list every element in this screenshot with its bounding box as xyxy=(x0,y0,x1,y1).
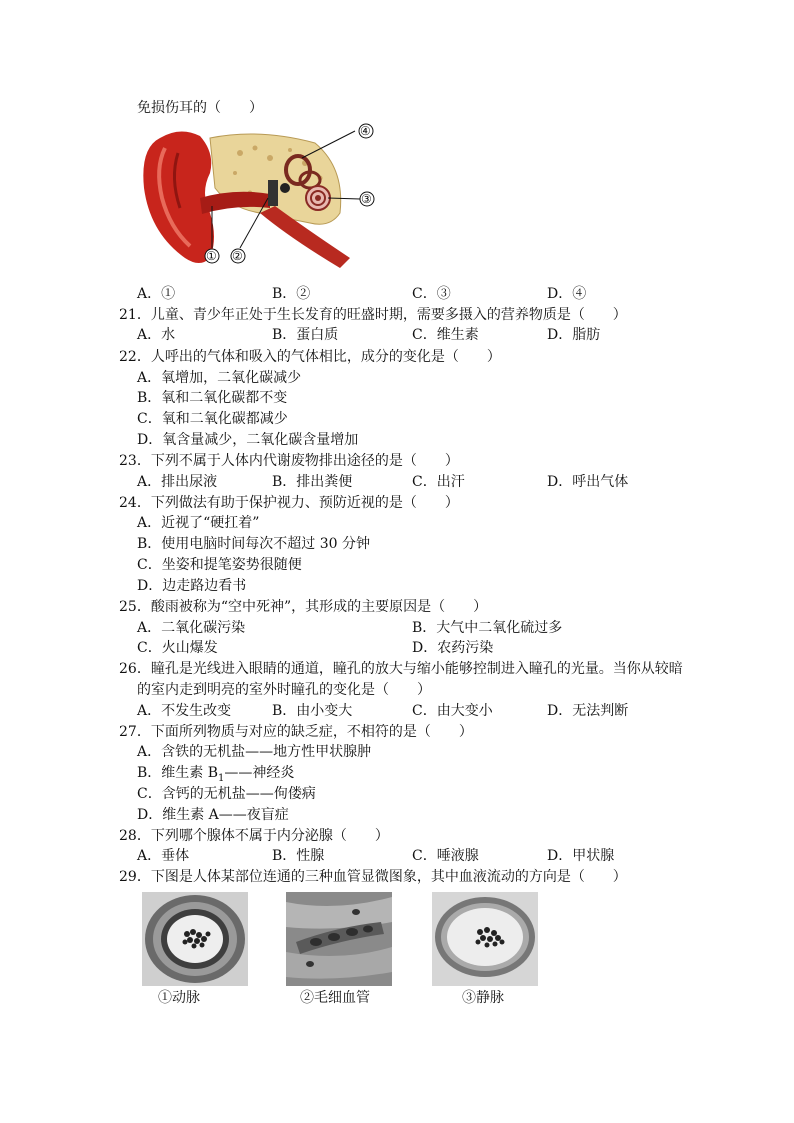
q26-stem-line2: 的室内走到明亮的室外时瞳孔的变化是（ ） xyxy=(137,682,431,698)
q21-stem: 21．儿童、青少年正处于生长发育的旺盛时期，需要多摄入的营养物质是（ ） xyxy=(119,307,627,323)
artery-caption: ①动脉 xyxy=(158,990,200,1006)
q27-option-b-text: B．维生素 B xyxy=(137,765,219,781)
q25-stem: 25．酸雨被称为“空中死神”，其形成的主要原因是（ ） xyxy=(119,599,488,615)
artery-micrograph xyxy=(142,892,248,986)
q26-option-c[interactable]: C．由大变小 xyxy=(412,703,493,719)
q24-option-d[interactable]: D．边走路边看书 xyxy=(137,578,247,594)
q27-option-b-subscript: 1 xyxy=(218,772,225,784)
q24-option-b[interactable]: B．使用电脑时间每次不超过 30 分钟 xyxy=(137,536,371,552)
q21-option-a[interactable]: A．水 xyxy=(137,327,176,343)
q24-option-c[interactable]: C．坐姿和提笔姿势很随便 xyxy=(137,557,302,573)
q28-option-d[interactable]: D．甲状腺 xyxy=(547,848,615,864)
q25-option-a[interactable]: A．二氧化碳污染 xyxy=(137,620,246,636)
q22-option-b[interactable]: B．氧和二氧化碳都不变 xyxy=(137,390,288,406)
q20-option-a[interactable]: A．① xyxy=(137,286,176,302)
q21-option-b[interactable]: B．蛋白质 xyxy=(272,327,339,343)
q23-option-c[interactable]: C．出汗 xyxy=(412,474,465,490)
q29-stem: 29．下图是人体某部位连通的三种血管显微图象，其中血液流动的方向是（ ） xyxy=(119,869,627,885)
q23-option-b[interactable]: B．排出粪便 xyxy=(272,474,353,490)
capillary-micrograph xyxy=(286,892,392,986)
q27-stem: 27．下面所列物质与对应的缺乏症，不相符的是（ ） xyxy=(119,724,473,740)
q26-option-a[interactable]: A．不发生改变 xyxy=(137,703,232,719)
q26-option-d[interactable]: D．无法判断 xyxy=(547,703,629,719)
q23-option-a[interactable]: A．排出尿液 xyxy=(137,474,218,490)
q25-option-b[interactable]: B．大气中二氧化硫过多 xyxy=(412,620,563,636)
q27-option-a[interactable]: A．含铁的无机盐——地方性甲状腺肿 xyxy=(137,744,372,760)
q24-option-a[interactable]: A．近视了“硬扛着” xyxy=(137,515,260,531)
q20-stem-tail: 免损伤耳的（ ） xyxy=(137,100,263,116)
q25-option-d[interactable]: D．农药污染 xyxy=(412,640,494,656)
q28-option-a[interactable]: A．垂体 xyxy=(137,848,190,864)
q26-option-b[interactable]: B．由小变大 xyxy=(272,703,353,719)
q23-stem: 23．下列不属于人体内代谢废物排出途径的是（ ） xyxy=(119,453,459,469)
q22-option-d[interactable]: D．氧含量减少，二氧化碳含量增加 xyxy=(137,432,359,448)
ear-label-1: ① xyxy=(206,249,217,263)
q28-option-b[interactable]: B．性腺 xyxy=(272,848,325,864)
ear-label-3: ③ xyxy=(361,192,372,206)
q21-option-d[interactable]: D．脂肪 xyxy=(547,327,601,343)
q20-option-d[interactable]: D．④ xyxy=(547,286,587,302)
ear-anatomy-figure xyxy=(140,118,390,278)
ear-label-2: ② xyxy=(232,249,243,263)
q21-option-c[interactable]: C．维生素 xyxy=(412,327,479,343)
q26-stem-line1: 26．瞳孔是光线进入眼睛的通道，瞳孔的放大与缩小能够控制进入瞳孔的光量。当你从较暗 xyxy=(119,661,683,677)
capillary-caption: ②毛细血管 xyxy=(300,990,370,1006)
q25-option-c[interactable]: C．火山爆发 xyxy=(137,640,218,656)
q27-option-c[interactable]: C．含钙的无机盐——佝偻病 xyxy=(137,786,316,802)
q22-stem: 22．人呼出的气体和吸入的气体相比，成分的变化是（ ） xyxy=(119,349,501,365)
q24-stem: 24．下列做法有助于保护视力、预防近视的是（ ） xyxy=(119,495,459,511)
ear-label-4: ④ xyxy=(360,124,371,138)
vein-caption: ③静脉 xyxy=(462,990,504,1006)
q28-stem: 28．下列哪个腺体不属于内分泌腺（ ） xyxy=(119,828,389,844)
q27-option-b-tail: ——神经炎 xyxy=(224,765,295,781)
q22-option-a[interactable]: A．氧增加，二氧化碳减少 xyxy=(137,370,302,386)
q22-option-c[interactable]: C．氧和二氧化碳都减少 xyxy=(137,411,288,427)
q20-option-c[interactable]: C．③ xyxy=(412,286,451,302)
q20-option-b[interactable]: B．② xyxy=(272,286,311,302)
q23-option-d[interactable]: D．呼出气体 xyxy=(547,474,629,490)
vein-micrograph xyxy=(432,892,538,986)
q27-option-d[interactable]: D．维生素 A——夜盲症 xyxy=(137,807,289,823)
q28-option-c[interactable]: C．唾液腺 xyxy=(412,848,479,864)
